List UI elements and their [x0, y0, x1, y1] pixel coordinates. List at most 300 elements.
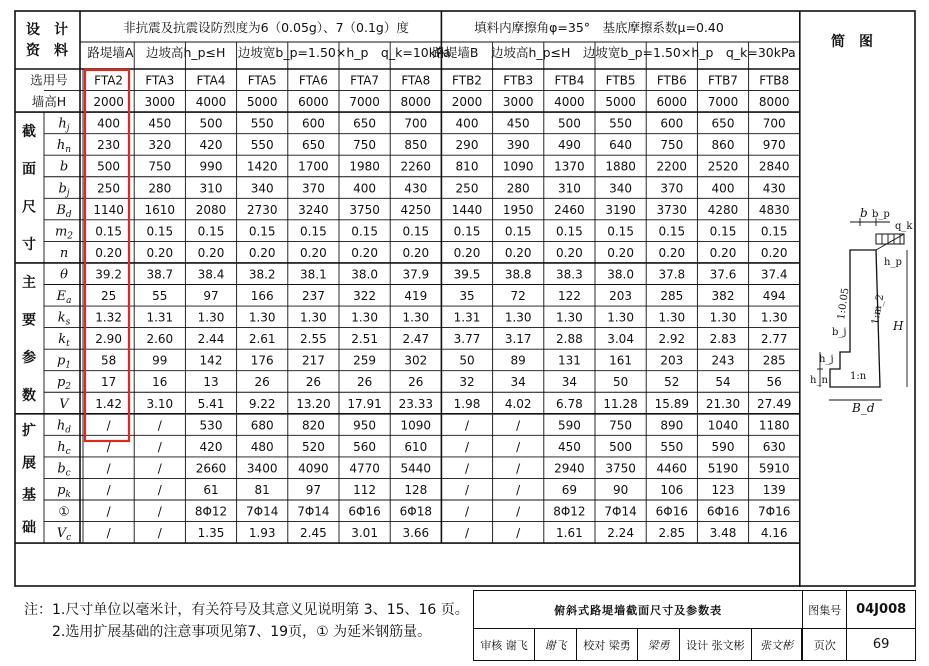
table-cell: 0.15 — [607, 224, 634, 239]
table-cell: / — [516, 418, 521, 433]
table-cell: 89 — [510, 353, 526, 368]
table-cell: 0.15 — [402, 224, 430, 239]
table-cell: 1180 — [758, 418, 790, 433]
table-cell: 37.4 — [760, 267, 788, 282]
table-cell: 490 — [557, 138, 581, 153]
table-cell: / — [157, 418, 162, 433]
table-cell: 0.20 — [248, 245, 276, 260]
group-labels — [22, 123, 36, 536]
table-cell: 2660 — [195, 461, 227, 476]
table-cell: 54 — [715, 375, 731, 390]
table-cell: 27.49 — [757, 396, 792, 411]
table-cell: 420 — [199, 439, 223, 454]
group-label-char: 展 — [22, 455, 36, 472]
table-cell: 6000 — [656, 95, 688, 110]
table-cell: 400 — [353, 181, 377, 196]
table-cell: 4.16 — [760, 526, 788, 541]
table-cell: 680 — [250, 418, 274, 433]
table-cell: 0.20 — [556, 245, 583, 260]
table-cell: 560 — [353, 439, 377, 454]
table-cell: 860 — [711, 138, 735, 153]
table-cell: 3730 — [656, 202, 688, 217]
table-cell: 2.47 — [402, 332, 430, 347]
table-cell: 650 — [301, 138, 325, 153]
table-cell: 990 — [199, 159, 223, 174]
table-cell: 1.98 — [453, 396, 481, 411]
table-cell: 630 — [762, 439, 786, 454]
table-cell: 1090 — [502, 159, 534, 174]
table-cell: 38.1 — [300, 267, 327, 282]
table-cell: 285 — [762, 353, 786, 368]
table-cell: 61 — [203, 482, 219, 497]
table-cell: 3.48 — [709, 526, 737, 541]
table-cell: 250 — [455, 181, 479, 196]
note-1: 注：1.尺寸单位以毫米计，有关符号及其意义见说明第 3、15、16 页。 — [24, 602, 469, 618]
table-cell: 55 — [152, 289, 168, 303]
table-cell: 50 — [459, 353, 475, 368]
row-label: 墙高H — [31, 94, 67, 110]
table-cell: 400 — [97, 116, 121, 131]
table-cell: 400 — [711, 181, 735, 196]
design-signature: 张文彬 — [751, 629, 801, 661]
table-cell: 6000 — [298, 95, 329, 110]
table-cell: 35 — [459, 289, 475, 303]
table-cell: 5000 — [605, 95, 636, 110]
table-cell: 7Φ14 — [604, 504, 637, 519]
table-cell: 2.85 — [658, 526, 686, 541]
table-cell: / — [516, 439, 521, 454]
table-cell: 1.30 — [658, 310, 686, 325]
table-cell: 750 — [660, 138, 684, 153]
table-cell: 1.35 — [197, 526, 225, 541]
table-cell: 3000 — [502, 95, 534, 110]
row-label: $h_n$ — [56, 138, 72, 156]
table-cell: 6Φ16 — [348, 504, 381, 519]
table-cell: 5440 — [400, 461, 432, 476]
table-cell: / — [157, 461, 162, 476]
table-cell: 0.20 — [95, 245, 122, 260]
table-cell: 280 — [148, 181, 172, 196]
conditions-a: 非抗震及抗震设防烈度为6（0.05g）、7（0.1g）度 — [123, 20, 409, 35]
table-cell: 0.15 — [95, 224, 122, 239]
table-cell: 32 — [459, 375, 475, 390]
table-cell: 106 — [660, 482, 684, 497]
table-cell: FTB6 — [656, 73, 687, 88]
row-label: $B_d$ — [56, 202, 72, 220]
table-cell: 17.91 — [347, 396, 382, 411]
table-cell: 4460 — [656, 461, 688, 476]
table-cell: 810 — [455, 159, 479, 174]
table-cell: 0.15 — [658, 224, 686, 239]
table-cell: 3.66 — [402, 526, 430, 541]
table-cell: 6Φ16 — [655, 504, 688, 519]
table-cell: 7Φ14 — [297, 504, 330, 519]
table-cell: 450 — [148, 116, 172, 131]
table-cell: 9.22 — [248, 396, 276, 411]
table-cell: 480 — [250, 439, 274, 454]
row-label: $V_c$ — [56, 526, 72, 544]
table-cell: / — [464, 504, 470, 519]
table-cell: 450 — [506, 116, 530, 131]
table-cell: 23.33 — [398, 396, 433, 411]
row-label: $h_j$ — [58, 116, 70, 134]
table-cell: 97 — [203, 289, 219, 303]
table-cell: / — [106, 461, 111, 476]
table-cell: 2000 — [93, 95, 124, 110]
table-cell: 3.10 — [146, 396, 174, 411]
table-cell: 419 — [404, 289, 428, 303]
table-cell: 123 — [711, 482, 735, 497]
table-cell: 590 — [557, 418, 581, 433]
table-cell: 500 — [97, 159, 121, 174]
group-label-char: 截 — [22, 123, 36, 140]
table-cell: 3.01 — [351, 526, 378, 541]
table-cell: 37.6 — [709, 267, 737, 282]
table-cell: 1.30 — [504, 310, 532, 325]
table-cell: 530 — [199, 418, 223, 433]
table-cell: 650 — [353, 116, 377, 131]
page-number: 69 — [847, 629, 916, 661]
table-cell: 1700 — [298, 159, 329, 174]
label-bp: b_p — [872, 209, 890, 220]
table-cell: FTA6 — [298, 73, 328, 88]
table-cell: 3400 — [246, 461, 278, 476]
group-label-char: 数 — [22, 387, 36, 404]
table-cell: 26 — [305, 375, 322, 390]
table-cell: 2000 — [451, 95, 483, 110]
table-cell: 5190 — [707, 461, 739, 476]
table-cell: 390 — [506, 138, 530, 153]
table-cell: 0.20 — [300, 245, 327, 260]
table-cell: 382 — [711, 289, 735, 303]
table-cell: 0.20 — [607, 245, 634, 260]
table-cell: 2200 — [656, 159, 688, 174]
group-label-char: 寸 — [22, 237, 36, 254]
table-cell: 0.20 — [146, 245, 174, 260]
table-cell: 142 — [199, 353, 223, 368]
check-signature: 梁勇 — [638, 629, 680, 661]
table-cell: 650 — [711, 116, 735, 131]
table-cell: 494 — [762, 289, 786, 303]
row-label: 选用号 — [30, 72, 68, 88]
table-cell: 370 — [660, 181, 684, 196]
table-cell: 0.15 — [709, 224, 737, 239]
table-cell: 72 — [510, 289, 526, 303]
table-cell: 550 — [250, 116, 274, 131]
table-cell: 1.30 — [248, 310, 276, 325]
wall-b-header: 路堤墙B 边坡高h_p≤H 边坡宽b_p=1.50×h_p q_k=30kPa — [432, 45, 796, 60]
drawing-title: 俯斜式路堤墙截面尺寸及参数表 — [474, 591, 803, 629]
table-cell: 2.55 — [300, 332, 327, 347]
group-label-char: 要 — [22, 312, 36, 329]
table-cell: 750 — [353, 138, 377, 153]
table-cell: 3190 — [605, 202, 636, 217]
table-cell: 700 — [404, 116, 428, 131]
table-cell: 0.15 — [248, 224, 276, 239]
table-cell: 340 — [250, 181, 274, 196]
table-cell: 3750 — [349, 202, 380, 217]
table-cell: 2.92 — [658, 332, 686, 347]
table-cell: 1.93 — [248, 526, 276, 541]
table-cell: 1.30 — [402, 310, 430, 325]
page-label: 页次 — [803, 629, 847, 661]
table-cell: 0.20 — [658, 245, 686, 260]
table-cell: 1.31 — [146, 310, 174, 325]
table-cell: 7000 — [707, 95, 739, 110]
table-cell: 230 — [97, 138, 121, 153]
row-label: $b_j$ — [58, 181, 70, 199]
table-cell: 0.20 — [351, 245, 378, 260]
label-Bd: B_d — [852, 401, 875, 415]
table-cell: 38.4 — [197, 267, 225, 282]
table-cell: / — [157, 439, 162, 454]
table-cell: 4250 — [400, 202, 432, 217]
table-cell: / — [464, 439, 470, 454]
corner-label-bottom: 资 料 — [26, 43, 68, 59]
table-cell: 15.89 — [654, 396, 689, 411]
table-cell: 0.15 — [146, 224, 174, 239]
label-H: H — [893, 319, 904, 333]
row-label: $E_a$ — [56, 289, 72, 306]
table-cell: 2940 — [554, 461, 585, 476]
table-cell: 250 — [97, 181, 121, 196]
group-label-char: 面 — [22, 161, 36, 178]
table-cell: 1420 — [246, 159, 278, 174]
table-cell: FTB2 — [452, 73, 482, 88]
table-cell: 2460 — [554, 202, 585, 217]
table-cell: 2.24 — [607, 526, 634, 541]
table-cells — [93, 74, 791, 541]
group-label-char: 参 — [22, 350, 36, 367]
table-cell: 0.20 — [453, 245, 481, 260]
atlas-no-label: 图集号 — [803, 591, 847, 629]
table-cell: 1440 — [451, 202, 483, 217]
table-cell: 285 — [660, 289, 684, 303]
label-qk: q_k — [895, 221, 913, 232]
table-cell: 2.45 — [300, 526, 327, 541]
table-cell: / — [464, 461, 470, 476]
table-cell: 1880 — [605, 159, 636, 174]
atlas-no: 04J008 — [847, 591, 916, 629]
table-cell: 4000 — [195, 95, 227, 110]
table-cell: / — [106, 482, 111, 497]
table-cell: 3000 — [144, 95, 176, 110]
table-cell: 0.20 — [709, 245, 737, 260]
table-cell: 131 — [557, 353, 581, 368]
parameter-table — [14, 10, 916, 587]
table-cell: FTA7 — [350, 73, 380, 88]
table-cell: 0.20 — [504, 245, 532, 260]
table-cell: 37.8 — [658, 267, 686, 282]
table-cell: 500 — [609, 439, 633, 454]
retaining-wall-diagram — [810, 206, 913, 415]
table-cell: 1.30 — [607, 310, 634, 325]
table-cell: 26 — [408, 375, 424, 390]
table-cell: 600 — [660, 116, 684, 131]
table-cell: 1.30 — [709, 310, 737, 325]
table-cell: 1140 — [93, 202, 124, 217]
table-cell: 850 — [404, 138, 428, 153]
table-cell: 39.2 — [95, 267, 122, 282]
table-cell: / — [106, 526, 111, 541]
row-label: $h_c$ — [57, 439, 71, 457]
table-cell: 2.61 — [248, 332, 276, 347]
table-cell: 11.28 — [603, 396, 638, 411]
table-cell: 550 — [250, 138, 274, 153]
row-label: $b_c$ — [57, 461, 71, 479]
table-cell: 2.88 — [556, 332, 583, 347]
table-cell: 243 — [711, 353, 735, 368]
table-cell: 13 — [203, 375, 219, 390]
table-cell: / — [516, 482, 521, 497]
table-cell: FTB3 — [503, 73, 534, 88]
row-label: $k_t$ — [58, 332, 70, 350]
row-label: θ — [60, 267, 68, 283]
table-cell: 2260 — [400, 159, 432, 174]
table-cell: FTB4 — [554, 73, 585, 88]
table-cell: 3240 — [298, 202, 329, 217]
table-cell: 1610 — [144, 202, 176, 217]
table-cell: 1950 — [502, 202, 534, 217]
table-cell: 5000 — [246, 95, 278, 110]
group-label-char: 尺 — [22, 199, 36, 216]
table-cell: FTA4 — [196, 73, 226, 88]
table-cell: 2.90 — [95, 332, 122, 347]
table-cell: 4.02 — [504, 396, 532, 411]
table-cell: / — [516, 504, 521, 519]
group-label-char: 扩 — [22, 422, 36, 439]
row-labels — [30, 73, 73, 544]
table-cell: / — [157, 482, 162, 497]
table-cell: 0.15 — [351, 224, 378, 239]
table-cell: FTB7 — [708, 73, 738, 88]
table-cell: 290 — [455, 138, 479, 153]
table-cell: 8Φ12 — [553, 504, 586, 519]
table-cell: 6Φ18 — [399, 504, 432, 519]
check-label: 校对 梁勇 — [576, 629, 637, 661]
design-label: 设计 张文彬 — [679, 629, 751, 661]
table-cell: 640 — [609, 138, 633, 153]
label-b: b — [860, 206, 868, 220]
table-cell: 38.8 — [504, 267, 532, 282]
drawing-sheet — [14, 10, 916, 660]
table-cell: 320 — [148, 138, 172, 153]
table-cell: FTA5 — [247, 73, 277, 88]
table-cell: 7000 — [349, 95, 380, 110]
table-cell: / — [157, 526, 162, 541]
table-header — [26, 20, 873, 60]
label-n: 1:n — [850, 371, 867, 382]
table-cell: 322 — [353, 289, 377, 303]
row-label: V — [59, 396, 69, 412]
group-label-char: 基 — [22, 487, 36, 504]
row-label: $h_d$ — [56, 418, 72, 436]
row-label: $m_2$ — [54, 224, 74, 242]
table-cell: 4770 — [349, 461, 380, 476]
table-cell: 259 — [353, 353, 377, 368]
table-cell: 550 — [609, 116, 633, 131]
table-cell: 17 — [100, 375, 117, 390]
table-cell: 90 — [612, 482, 629, 497]
table-cell: 161 — [609, 353, 633, 368]
table-cell: 50 — [612, 375, 629, 390]
table-cell: 280 — [506, 181, 530, 196]
table-cell: 38.3 — [556, 267, 583, 282]
table-cell: / — [106, 439, 111, 454]
table-cell: 1.61 — [556, 526, 583, 541]
table-cell: 1.30 — [300, 310, 327, 325]
table-cell: 3.77 — [453, 332, 481, 347]
table-cell: 38.0 — [351, 267, 378, 282]
table-cell: 0.15 — [453, 224, 481, 239]
diagram-label: 简 图 — [831, 34, 873, 50]
table-cell: 1.32 — [95, 310, 122, 325]
table-cell: 26 — [254, 375, 270, 390]
table-cell: 302 — [404, 353, 428, 368]
table-cell: 890 — [660, 418, 684, 433]
table-cell: 166 — [250, 289, 274, 303]
table-cell: 81 — [254, 482, 270, 497]
table-cell: FTA3 — [145, 73, 175, 88]
table-cell: 1980 — [349, 159, 380, 174]
row-label: b — [59, 159, 69, 175]
table-cell: 4000 — [554, 95, 585, 110]
table-cell: 122 — [557, 289, 581, 303]
table-cell: 176 — [250, 353, 274, 368]
table-cell: 37.9 — [402, 267, 430, 282]
table-cell: 600 — [301, 116, 325, 131]
table-cell: 3750 — [605, 461, 636, 476]
table-cell: 430 — [762, 181, 786, 196]
table-cell: / — [464, 482, 470, 497]
row-label: $p_k$ — [57, 482, 71, 500]
label-hp: h_p — [884, 257, 902, 268]
table-cell: 69 — [561, 482, 578, 497]
table-cell: 25 — [100, 289, 117, 303]
row-label: $p_2$ — [56, 375, 72, 393]
table-cell: 16 — [152, 375, 168, 390]
table-cell: 2.60 — [146, 332, 174, 347]
row-label: ① — [58, 503, 70, 519]
corner-label-top: 设 计 — [26, 22, 68, 38]
table-cell: 34 — [510, 375, 526, 390]
note-2: 2.选用扩展基础的注意事项见第7、19页，① 为延米钢筋量。 — [24, 624, 432, 640]
table-cell: 1.30 — [760, 310, 788, 325]
table-cell: 1370 — [554, 159, 585, 174]
table-cell: FTB8 — [759, 73, 790, 88]
table-cell: 0.15 — [760, 224, 788, 239]
table-cell: 38.7 — [146, 267, 174, 282]
table-cell: 420 — [199, 138, 223, 153]
table-cell: / — [464, 418, 470, 433]
conditions-b: 填料内摩擦角φ=35° 基底摩擦系数μ=0.40 — [474, 20, 724, 35]
table-cell: 0.20 — [760, 245, 788, 260]
table-cell: 237 — [301, 289, 325, 303]
table-cell: 2.51 — [351, 332, 378, 347]
table-cell: 700 — [762, 116, 786, 131]
table-cell: 58 — [100, 353, 117, 368]
table-cell: 38.0 — [607, 267, 634, 282]
table-cell: 6.78 — [556, 396, 583, 411]
group-label-char: 础 — [22, 519, 36, 536]
label-bj: b_j — [832, 327, 847, 338]
table-cell: 0.20 — [197, 245, 225, 260]
row-label: $k_s$ — [57, 310, 71, 328]
table-cell: 750 — [148, 159, 172, 174]
table-cell: 0.15 — [197, 224, 225, 239]
table-cell: / — [464, 526, 470, 541]
table-cell: 2840 — [758, 159, 790, 174]
